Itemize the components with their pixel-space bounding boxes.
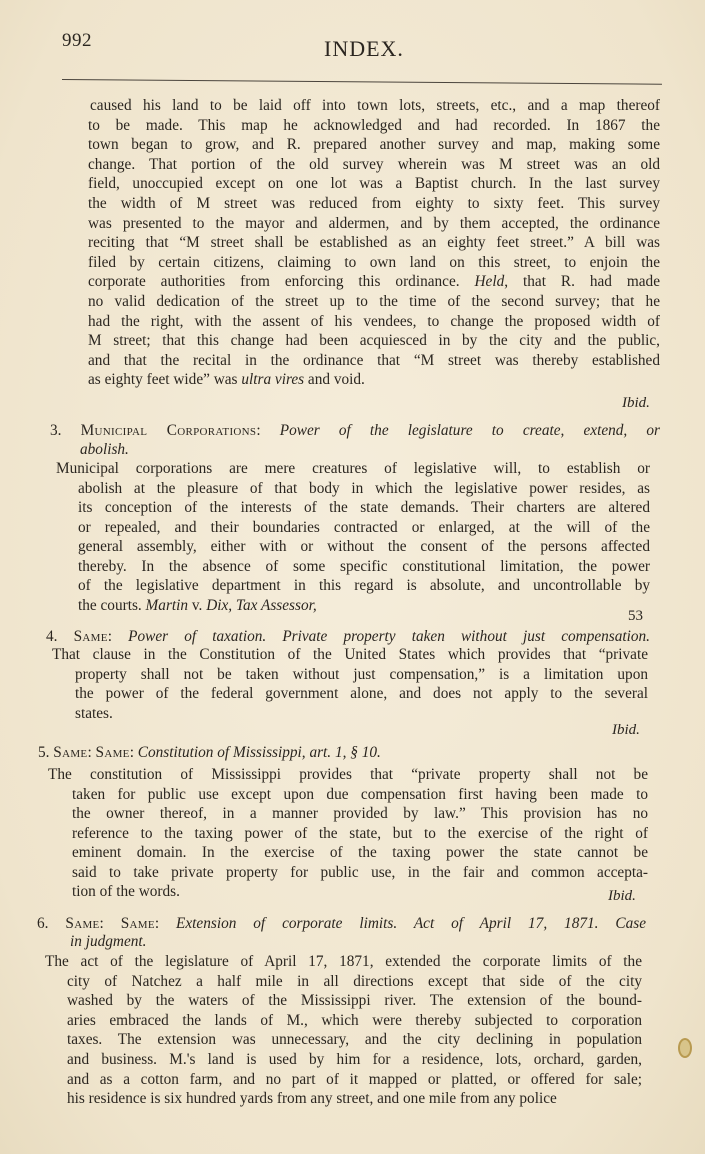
- text-line: [72, 804, 648, 823]
- text-line: [78, 537, 650, 556]
- italic-text: Martin: [145, 596, 189, 614]
- entry-heading: [50, 421, 660, 440]
- text-run: city of Natchez a half mile in all directions except that side of the city: [67, 972, 642, 990]
- text-run: :: [87, 744, 96, 761]
- text-run: 6.: [37, 915, 66, 932]
- text-line: [88, 292, 660, 311]
- text-run: as eighty feet wide” was: [88, 371, 242, 389]
- text-line: [88, 331, 660, 350]
- text-run: 5.: [38, 744, 54, 761]
- text-run: tion of the words.: [72, 883, 180, 900]
- small-caps-text: Municipal Corporations: [80, 422, 257, 439]
- text-run: no valid dedication of the street up to the time of the second survey; that he: [88, 293, 660, 310]
- text-run: 3.: [50, 422, 81, 439]
- text-run: town began to grow, and R. prepared another survey and map, making some: [88, 136, 660, 154]
- text-line: [67, 1050, 642, 1069]
- text-line: [88, 351, 660, 370]
- text-line: [72, 863, 648, 882]
- italic-text: Constitution of Mississippi, art. 1, § 10.: [137, 744, 381, 761]
- text-line: [72, 824, 648, 843]
- text-run: caused his land to be laid off into town lots, streets, etc., and a map thereof: [90, 97, 660, 114]
- text-line: [78, 596, 317, 615]
- text-run: the courts.: [78, 596, 146, 614]
- text-run: change. That portion of the old survey wherein was M street was an old: [88, 155, 660, 173]
- text-run: :: [129, 744, 138, 761]
- citation-reference: Ibid.: [612, 722, 640, 738]
- italic-text: abolish.: [80, 441, 129, 458]
- text-run: was presented to the mayor and aldermen, and by them accepted, the ordinance: [88, 214, 660, 232]
- text-run: general assembly, either with or without the consent of the persons affected: [78, 538, 650, 555]
- text-run: 4.: [46, 628, 74, 645]
- text-run: reciting that “M street shall be established as an eighty feet street.” A bill was: [88, 234, 660, 252]
- text-line: [75, 684, 648, 703]
- text-run: field, unoccupied except on one lot was a Baptist church. In the last survey: [88, 175, 660, 193]
- text-line: [67, 1030, 642, 1049]
- small-caps-text: Same: [95, 744, 130, 761]
- text-line: [67, 991, 642, 1010]
- text-run: the owner thereof, in a manner provided by law.” This provision has no: [72, 805, 648, 822]
- small-caps-text: Same: [120, 915, 155, 932]
- text-run: That clause in the Constitution of the United States which provides that “private: [52, 646, 648, 663]
- text-line: [72, 843, 648, 862]
- text-run: taxes. The extension was unnecessary, and the city declining in population: [67, 1031, 642, 1049]
- italic-text: in judgment.: [70, 933, 147, 950]
- text-line: [72, 785, 648, 804]
- text-line: [88, 272, 660, 291]
- text-line: [78, 518, 650, 537]
- text-run: :: [99, 915, 121, 932]
- text-line: [75, 704, 113, 723]
- entry-heading: [38, 743, 381, 762]
- text-run: corporate authorities from enforcing this ordinance.: [88, 273, 475, 291]
- text-line: [88, 312, 660, 331]
- italic-text: Power of taxation. Private property taken without just compensation.: [128, 628, 651, 645]
- text-line: [78, 498, 650, 517]
- text-line: [56, 459, 650, 478]
- small-caps-text: Same: [73, 628, 108, 645]
- text-run: abolish at the pleasure of that body in which the legislative power resides, as: [78, 479, 650, 497]
- text-line: [90, 96, 660, 115]
- entry-heading: [70, 932, 146, 951]
- text-line: [88, 116, 660, 135]
- text-line: [52, 645, 648, 664]
- text-line: [88, 253, 660, 272]
- text-run: aries embraced the lands of M., which were thereby subjected to corporation: [67, 1011, 642, 1029]
- text-run: its conception of the interests of the state demands. Their charters are altered: [78, 499, 650, 516]
- text-run: and business. M.'s land is used by him for a residence, lots, orchard, garden,: [67, 1051, 642, 1068]
- text-run: and as a cotton farm, and no part of it mapped or platted, or offered for sale;: [67, 1070, 642, 1088]
- text-run: :: [107, 628, 129, 645]
- text-line: [88, 233, 660, 252]
- page-stain: [678, 1038, 692, 1058]
- text-run: to be made. This map he acknowledged and had recorded. In 1867 the: [88, 116, 660, 134]
- text-run: The constitution of Mississippi provides that “private property shall not be: [48, 766, 648, 783]
- text-run: or repealed, and their boundaries contracted or enlarged, at the will of the: [78, 518, 650, 536]
- text-run: states.: [75, 704, 113, 722]
- italic-text: ultra vires: [241, 371, 305, 389]
- text-line: [88, 155, 660, 174]
- text-line: [45, 952, 642, 971]
- text-run: :: [154, 915, 177, 932]
- text-line: [67, 1011, 642, 1030]
- text-run: :: [256, 422, 280, 439]
- text-line: [78, 557, 650, 576]
- entry-heading: [46, 627, 650, 646]
- entry-heading: [80, 440, 129, 459]
- text-run: and that the recital in the ordinance that “M street was thereby established: [88, 351, 660, 369]
- italic-text: Power of the legislature to create, extend, or: [279, 422, 661, 439]
- text-run: reference to the taxing power of the state, but to the exercise of the right of: [72, 824, 648, 842]
- text-run: his residence is six hundred yards from any street, and one mile from any police: [67, 1090, 557, 1108]
- running-head: INDEX.: [324, 36, 404, 61]
- text-run: of the legislative department in this regard is absolute, and uncontrollable by: [78, 577, 650, 594]
- text-run: the power of the federal government alone, and does not apply to the several: [75, 685, 648, 702]
- italic-text: Dix, Tax Assessor,: [206, 596, 317, 614]
- small-caps-text: Same: [53, 744, 88, 761]
- citation-reference: Ibid.: [608, 888, 636, 904]
- text-line: [67, 1070, 642, 1089]
- text-line: [48, 765, 648, 784]
- text-run: thereby. In the absence of some specific constitutional limitation, the power: [78, 557, 650, 575]
- small-caps-text: Same: [65, 915, 100, 932]
- text-run: , that R. had made: [504, 273, 660, 291]
- text-line: [88, 174, 660, 193]
- page-number: 992: [62, 30, 92, 51]
- text-line: [78, 576, 650, 595]
- text-line: [88, 370, 365, 389]
- text-run: M street; that this change had been acquiesced in by the city and the public,: [88, 332, 660, 350]
- text-line: [88, 135, 660, 154]
- text-run: filed by certain citizens, claiming to own land on this street, to enjoin the: [88, 253, 660, 271]
- text-line: [75, 665, 648, 684]
- text-run: and void.: [304, 371, 365, 389]
- text-run: said to take private property for public use, in the fair and common accepta-: [72, 863, 648, 881]
- text-line: [67, 972, 642, 991]
- text-run: The act of the legislature of April 17, 1871, extended the corporate limits of the: [45, 953, 642, 970]
- text-line: [78, 479, 650, 498]
- text-line: [72, 882, 180, 901]
- italic-text: Held: [474, 273, 505, 291]
- text-run: v.: [188, 596, 207, 614]
- italic-text: Extension of corporate limits. Act of April 17, 1871. Case: [176, 915, 646, 932]
- text-run: property shall not be taken without just compensation,” is a limitation upon: [75, 665, 648, 683]
- text-run: Municipal corporations are mere creatures of legislative will, to establish or: [56, 460, 650, 477]
- text-run: eminent domain. In the exercise of the taxing power the state cannot be: [72, 844, 648, 861]
- text-run: the width of M street was reduced from eighty to sixty feet. This survey: [88, 195, 660, 212]
- text-line: [88, 214, 660, 233]
- page-reference: 53: [628, 608, 643, 624]
- text-run: had the right, with the assent of his vendees, to change the proposed width of: [88, 312, 660, 330]
- text-run: washed by the waters of the Mississippi river. The extension of the bound-: [67, 992, 642, 1010]
- text-line: [67, 1089, 557, 1108]
- text-line: [88, 194, 660, 213]
- text-run: taken for public use except upon due compensation first having been made to: [72, 785, 648, 803]
- entry-heading: [37, 914, 646, 933]
- citation-reference: Ibid.: [622, 395, 650, 411]
